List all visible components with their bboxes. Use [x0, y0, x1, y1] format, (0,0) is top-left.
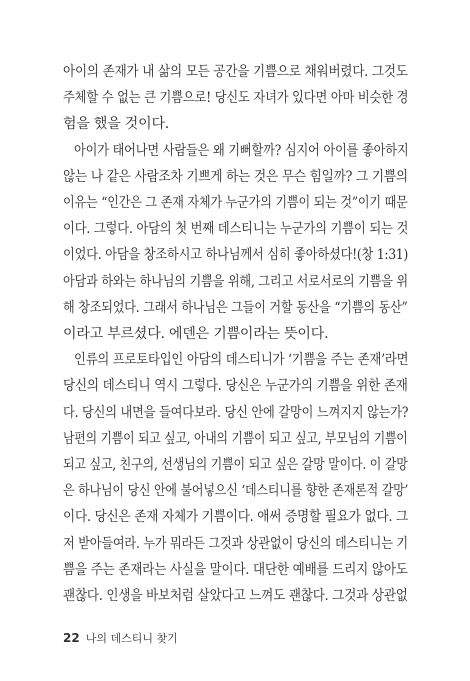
body-line: 쁨을 주는 존재라는 사실을 말이다. 대단한 예배를 드리지 않아도 — [63, 561, 408, 578]
body-line: 은 하나님이 당신 안에 불어넣으신 ‘데스티니를 향한 존재론적 갈망’ — [63, 483, 409, 500]
body-line: 않는 나 같은 사람조차 기쁘게 하는 것은 무슨 힘일까? 그 기쁨의 — [63, 168, 408, 185]
body-line: 이다. 그렇다. 아담의 첫 번째 데스티니는 누군가의 기쁨이 되는 것 — [63, 221, 409, 238]
body-line: 해 창조되었다. 그래서 하나님은 그들이 거할 동산을 “기쁨의 동산” — [63, 299, 408, 316]
body-line: 괜찮다. 인생을 바보처럼 살았다고 느껴도 괜찮다. 그것과 상관없 — [63, 588, 408, 604]
running-title: 나의 데스티니 찾기 — [85, 632, 178, 646]
body-line: 이다. 당신은 존재 자체가 기쁨이다. 애써 증명할 필요가 없다. 그 — [63, 509, 409, 526]
body-line: 이유는 “인간은 그 존재 자체가 누군가의 기쁨이 되는 것”이기 때문 — [63, 195, 408, 211]
body-line: 아이가 태어나면 사람들은 왜 기뻐할까? 심지어 아이를 좋아하지 — [74, 142, 409, 159]
page-footer — [63, 630, 178, 646]
body-line: 되고 싶고, 친구의, 선생님의 기쁨이 되고 싶은 갈망 말이다. 이 갈망 — [63, 457, 408, 473]
body-line: 험을 했을 것이다. — [63, 116, 170, 133]
body-line: 아담과 하와는 하나님의 기쁨을 위해, 그리고 서로서로의 기쁨을 위 — [63, 273, 408, 290]
body-line: 주체할 수 없는 큰 기쁨으로! 당신도 자녀가 있다면 아마 비슷한 경 — [63, 90, 409, 107]
body-line: 이었다. 아담을 창조하시고 하나님께서 심히 좋아하셨다!(창 1:31) — [63, 247, 409, 264]
page-number: 22 — [63, 631, 80, 646]
body-line: 아이의 존재가 내 삶의 모든 공간을 기쁨으로 채워버렸다. 그것도 — [63, 64, 408, 80]
body-line: 남편의 기쁨이 되고 싶고, 아내의 기쁨이 되고 싶고, 부모님의 기쁨이 — [63, 430, 408, 447]
body-line: 당신의 데스티니 역시 그렇다. 당신은 누군가의 기쁨을 위한 존재 — [63, 378, 408, 395]
body-line: 인류의 프로토타입인 아담의 데스티니가 ‘기쁨을 주는 존재’라면 — [74, 352, 409, 369]
body-line: 저 받아들여라. 누가 뭐라든 그것과 상관없이 당신의 데스티니는 기 — [63, 535, 408, 552]
body-line: 다. 당신의 내면을 들여다보라. 당신 안에 갈망이 느껴지지 않는가? — [63, 404, 409, 421]
body-line: 이라고 부르셨다. 에덴은 기쁨이라는 뜻이다. — [63, 326, 329, 342]
